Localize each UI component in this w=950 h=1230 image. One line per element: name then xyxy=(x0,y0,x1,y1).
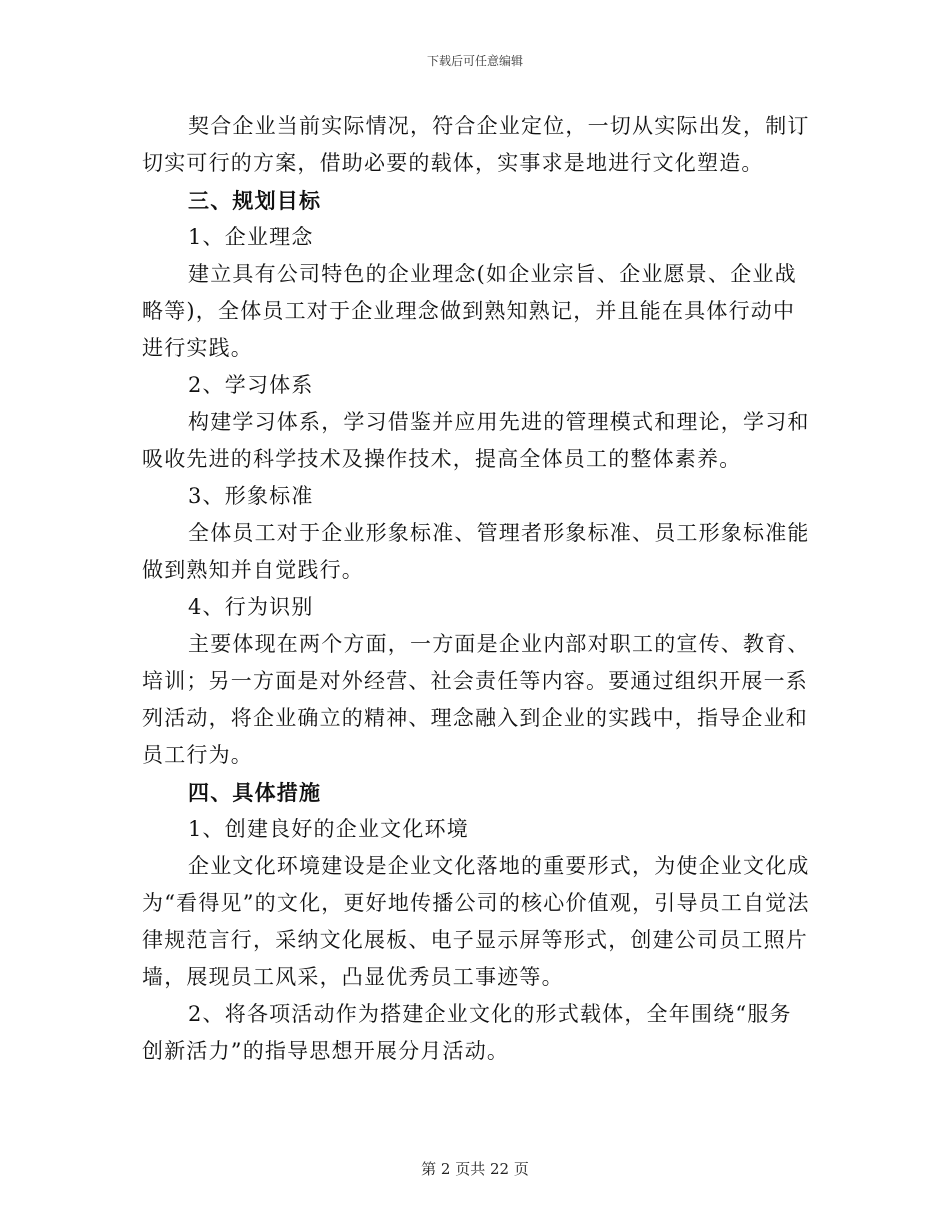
section-heading: 三、规划目标 xyxy=(188,188,322,213)
subsection-heading: 1、创建良好的企业文化环境 xyxy=(188,817,469,841)
paragraph: 全体员工对于企业形象标准、管理者形象标准、员工形象标准能做到熟知并自觉践行。 xyxy=(142,521,810,582)
paragraph: 企业文化环境建设是企业文化落地的重要形式，为使企业文化成为“看得见”的文化，更好地传播公司的核心价值观，引导员工自觉法律规范言行，采纳文化展板、电子显示屏等形式，创建公司员工照片墙，展现员工风采，凸显优秀员工事迹等。 xyxy=(142,854,810,989)
subsection-heading: 2、学习体系 xyxy=(188,373,314,397)
paragraph: 2、将各项活动作为搭建企业文化的形式载体，全年围绕“服务创新活力”的指导思想开展分月活动。 xyxy=(142,1002,792,1063)
subsection-heading: 4、行为识别 xyxy=(188,595,314,619)
page-footer: 第 2 页共 22 页 xyxy=(421,1160,529,1178)
paragraph: 构建学习体系，学习借鉴并应用先进的管理模式和理论，学习和吸收先进的科学技术及操作技术，提高全体员工的整体素养。 xyxy=(142,410,810,471)
paragraph: 契合企业当前实际情况，符合企业定位，一切从实际出发，制订切实可行的方案，借助必要的载体，实事求是地进行文化塑造。 xyxy=(142,114,810,175)
document-body xyxy=(142,108,810,1070)
subsection-heading: 3、形象标准 xyxy=(188,484,314,508)
paragraph: 建立具有公司特色的企业理念(如企业宗旨、企业愿景、企业战略等)，全体员工对于企业理念做到熟知熟记，并且能在具体行动中进行实践。 xyxy=(142,262,797,360)
paragraph: 主要体现在两个方面，一方面是企业内部对职工的宣传、教育、培训；另一方面是对外经营、社会责任等内容。要通过组织开展一系列活动，将企业确立的精神、理念融入到企业的实践中，指导企业和员工行为。 xyxy=(142,632,810,767)
subsection-heading: 1、企业理念 xyxy=(188,225,314,249)
page-header: 下载后可任意编辑 xyxy=(426,54,523,68)
section-heading: 四、具体措施 xyxy=(188,780,322,805)
